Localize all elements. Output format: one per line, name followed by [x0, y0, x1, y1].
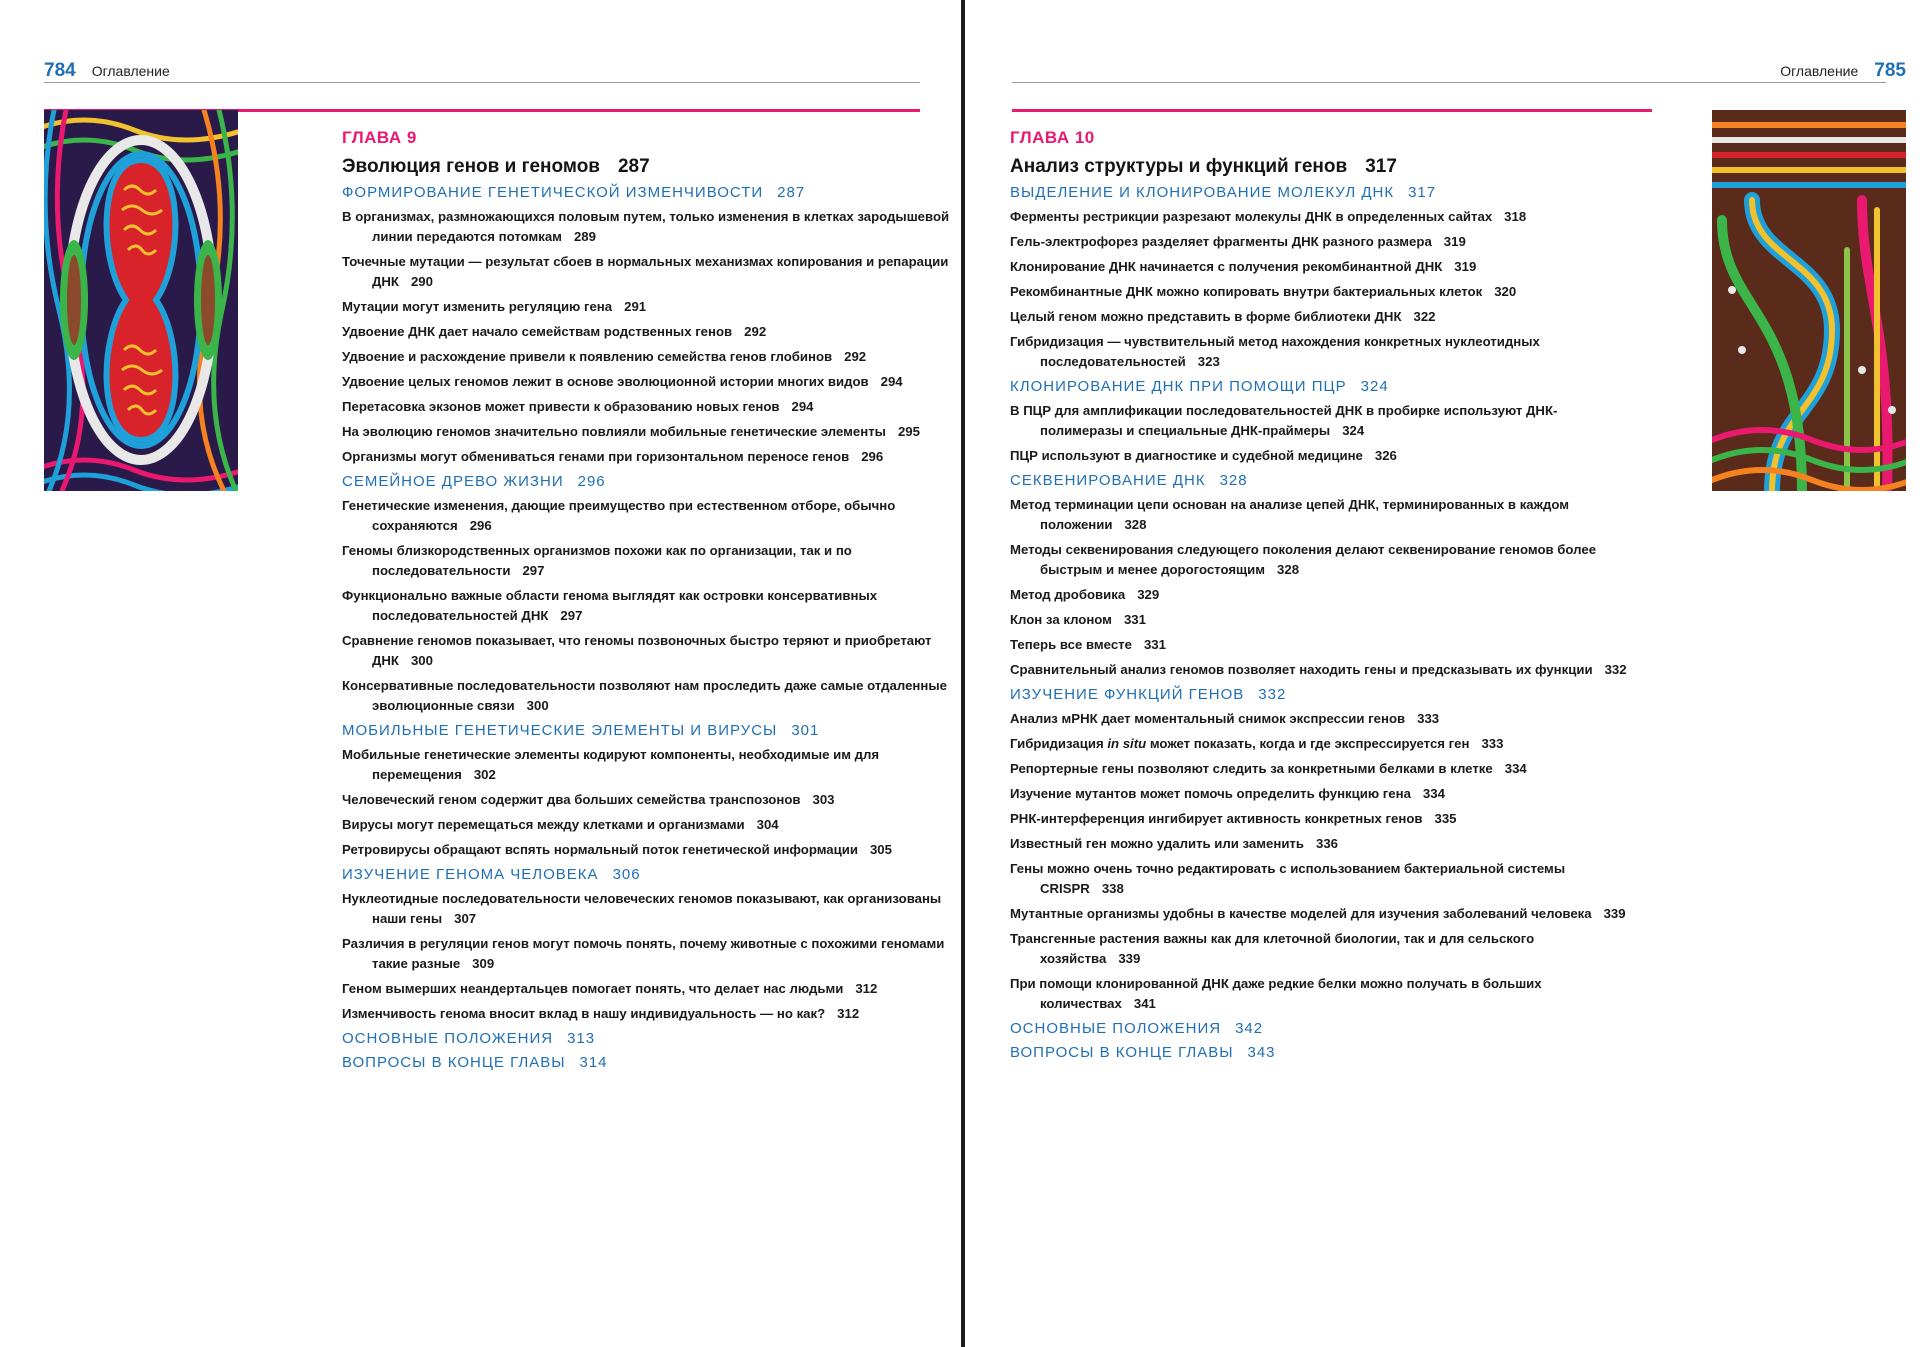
toc-page-number: 296	[861, 449, 884, 464]
running-head	[44, 60, 170, 84]
entry-text: Репортерные гены позволяют следить за конкретными белками в клетке	[1010, 761, 1493, 776]
toc-entry	[1010, 540, 1630, 580]
toc-page-number: 333	[1481, 736, 1504, 751]
section-text: ФОРМИРОВАНИЕ ГЕНЕТИЧЕСКОЙ ИЗМЕНЧИВОСТИ	[342, 184, 764, 201]
toc-page-number: 319	[1443, 234, 1466, 249]
toc-section	[1010, 1043, 1630, 1063]
toc-page-number: 342	[1235, 1020, 1264, 1037]
running-title: Оглавление	[91, 63, 170, 79]
running-head	[1780, 60, 1906, 84]
toc-page-number: 304	[756, 817, 779, 832]
toc-page-number: 336	[1316, 836, 1339, 851]
toc-page-number: 292	[844, 349, 867, 364]
page-number: 785	[1874, 60, 1906, 81]
entry-text: Удвоение и расхождение привели к появлению семейства генов глобинов	[342, 349, 833, 364]
toc-entry	[342, 447, 962, 467]
toc-entry	[1010, 734, 1630, 754]
entry-text: Метод терминации цепи основан на анализе цепей ДНК, терминированных в каждом положении	[1010, 497, 1569, 532]
toc-entry	[342, 252, 962, 292]
toc-page-number: 312	[855, 981, 878, 996]
toc-page-number: 297	[522, 563, 545, 578]
entry-text: Сравнительный анализ геномов позволяет находить гены и предсказывать их функции	[1010, 662, 1593, 677]
entry-text: Теперь все вместе	[1010, 637, 1132, 652]
entry-text: Метод дробовика	[1010, 587, 1126, 602]
toc-entry	[342, 207, 962, 247]
toc-page-number: 290	[410, 274, 433, 289]
section-text: КЛОНИРОВАНИЕ ДНК ПРИ ПОМОЩИ ПЦР	[1010, 378, 1347, 395]
entry-text: На эволюцию геномов значительно повлияли мобильные генетические элементы	[342, 424, 886, 439]
toc-page-number: 331	[1143, 637, 1166, 652]
entry-text: Человеческий геном содержит два больших семейства транспозонов	[342, 792, 801, 807]
toc-section	[342, 183, 962, 203]
toc-entry	[1010, 974, 1630, 1014]
toc-entry	[342, 745, 962, 785]
toc-page-number: 328	[1219, 472, 1248, 489]
page-number: 784	[44, 60, 76, 81]
entry-text: Мобильные генетические элементы кодируют компоненты, необходимые им для перемещения	[342, 747, 880, 782]
toc-page-number: 296	[577, 473, 606, 490]
chapter-title	[1010, 154, 1630, 180]
toc-entry	[1010, 495, 1630, 535]
toc-entry	[342, 1004, 962, 1024]
section-text: ВЫДЕЛЕНИЕ И КЛОНИРОВАНИЕ МОЛЕКУЛ ДНК	[1010, 184, 1395, 201]
toc-entry	[1010, 307, 1630, 327]
chapter-title	[342, 154, 962, 180]
entry-text: Геномы близкородственных организмов похожи как по организации, так и по последовательности	[342, 543, 852, 578]
toc-page-number: 309	[472, 956, 495, 971]
entry-text: Функционально важные области генома выглядят как островки консервативных последовательностей ДНК	[342, 588, 878, 623]
chapter-artwork	[1712, 110, 1906, 491]
toc-section	[342, 472, 962, 492]
chapter-page: 317	[1365, 156, 1397, 177]
toc-page-number: 302	[473, 767, 496, 782]
toc-page-number: 341	[1133, 996, 1156, 1011]
entry-text: Перетасовка экзонов может привести к образованию новых генов	[342, 399, 780, 414]
toc-page-number: 301	[791, 722, 820, 739]
toc-page-number: 324	[1360, 378, 1389, 395]
toc-entry	[342, 631, 962, 671]
toc-list	[1010, 183, 1630, 1063]
entry-text: ПЦР используют в диагностике и судебной медицине	[1010, 448, 1363, 463]
entry-text: Гибридизация — чувствительный метод нахождения конкретных нуклеотидных последовательностей	[1010, 334, 1540, 369]
toc-page-number: 294	[880, 374, 903, 389]
toc-entry	[1010, 709, 1630, 729]
entry-text: Различия в регуляции генов могут помочь понять, почему животные с похожими геномами такие разные	[342, 936, 945, 971]
toc-section	[1010, 685, 1630, 705]
chapter-title-text: Анализ структуры и функций генов	[1010, 156, 1348, 177]
entry-text: Клонирование ДНК начинается с получения рекомбинантной ДНК	[1010, 259, 1443, 274]
toc-entry	[342, 297, 962, 317]
toc-entry	[1010, 610, 1630, 630]
entry-text: Геном вымерших неандертальцев помогает понять, что делает нас людьми	[342, 981, 844, 996]
toc-page-number: 329	[1137, 587, 1160, 602]
toc-entry	[1010, 401, 1630, 441]
entry-text: В организмах, размножающихся половым путем, только изменения в клетках зародышевой линии передаются потомкам	[342, 209, 950, 244]
chapter-page: 287	[617, 156, 650, 177]
toc-page-number: 305	[869, 842, 892, 857]
entry-text: Известный ген можно удалить или заменить	[1010, 836, 1304, 851]
toc-page-number: 314	[579, 1054, 608, 1071]
toc-page-number: 295	[897, 424, 920, 439]
toc-section	[1010, 1019, 1630, 1039]
toc-entry	[1010, 282, 1630, 302]
toc-page-number: 289	[573, 229, 596, 244]
toc-entry	[342, 815, 962, 835]
toc-section	[342, 1029, 962, 1049]
toc-page-number: 294	[791, 399, 814, 414]
toc-page-number: 306	[612, 866, 641, 883]
entry-text: Мутации могут изменить регуляцию гена	[342, 299, 613, 314]
left-page	[0, 0, 961, 1347]
toc-entry	[1010, 332, 1630, 372]
toc-page-number: 339	[1118, 951, 1141, 966]
section-text: ИЗУЧЕНИЕ ФУНКЦИЙ ГЕНОВ	[1010, 686, 1245, 703]
toc-entry	[1010, 809, 1630, 829]
toc-entry	[1010, 446, 1630, 466]
toc-page-number: 296	[469, 518, 492, 533]
toc-entry	[342, 347, 962, 367]
toc-section	[342, 1053, 962, 1073]
entry-text: Сравнение геномов показывает, что геномы позвоночных быстро теряют и приобретают ДНК	[342, 633, 932, 668]
toc-page-number: 300	[526, 698, 549, 713]
toc-section	[1010, 471, 1630, 491]
chapter-artwork	[44, 110, 238, 491]
entry-text: Методы секвенирования следующего поколения делают секвенирование геномов более быстрым и менее дорогостоящим	[1010, 542, 1597, 577]
section-text: ОСНОВНЫЕ ПОЛОЖЕНИЯ	[342, 1030, 554, 1047]
toc-entry	[1010, 834, 1630, 854]
entry-text: Трансгенные растения важны как для клеточной биологии, так и для сельского хозяйства	[1010, 931, 1535, 966]
toc-section	[1010, 183, 1630, 203]
entry-text: Удвоение целых геномов лежит в основе эволюционной истории многих видов	[342, 374, 869, 389]
toc-entry	[1010, 635, 1630, 655]
chapter-rule	[1012, 109, 1652, 112]
toc-page-number: 338	[1101, 881, 1124, 896]
toc-page-number: 339	[1603, 906, 1626, 921]
section-text: ВОПРОСЫ В КОНЦЕ ГЛАВЫ	[1010, 1044, 1234, 1061]
toc-page-number: 334	[1504, 761, 1527, 776]
toc-page-number: 297	[560, 608, 583, 623]
toc-entry	[342, 979, 962, 999]
running-title: Оглавление	[1780, 63, 1859, 79]
toc-entry	[1010, 784, 1630, 804]
entry-text: При помощи клонированной ДНК даже редкие белки можно получать в больших количествах	[1010, 976, 1542, 1011]
toc-entry	[1010, 660, 1630, 680]
toc-page-number: 332	[1258, 686, 1287, 703]
entry-text: Гены можно очень точно редактировать с использованием бактериальной системы CRISPR	[1010, 861, 1566, 896]
toc-entry	[342, 541, 962, 581]
entry-text: Консервативные последовательности позволяют нам проследить даже самые отдаленные эволюционные связи	[342, 678, 947, 713]
toc-page-number: 300	[410, 653, 433, 668]
toc-section	[1010, 377, 1630, 397]
toc-page-number: 331	[1123, 612, 1146, 627]
entry-text: В ПЦР для амплификации последовательностей ДНК в пробирке используют ДНК-полимеразы и специальные ДНК-праймеры	[1010, 403, 1558, 438]
toc-page-number: 328	[1124, 517, 1147, 532]
entry-text: Точечные мутации — результат сбоев в нормальных механизмах копирования и репарации ДНК	[342, 254, 949, 289]
table-of-contents	[342, 128, 962, 1077]
toc-page-number: 326	[1374, 448, 1397, 463]
entry-text: Изучение мутантов может помочь определить функцию гена	[1010, 786, 1411, 801]
toc-entry	[342, 496, 962, 536]
toc-entry	[342, 322, 962, 342]
toc-entry	[342, 586, 962, 626]
toc-page-number: 323	[1197, 354, 1220, 369]
entry-text: Гель-электрофорез разделяет фрагменты ДНК разного размера	[1010, 234, 1432, 249]
toc-entry	[1010, 585, 1630, 605]
toc-page-number: 322	[1413, 309, 1436, 324]
toc-list	[342, 183, 962, 1073]
toc-page-number: 291	[624, 299, 647, 314]
entry-text: Клон за клоном	[1010, 612, 1112, 627]
entry-text: Гибридизация	[1010, 736, 1108, 751]
toc-page-number: 303	[812, 792, 835, 807]
toc-entry	[342, 372, 962, 392]
entry-text: РНК-интерференция ингибирует активность конкретных генов	[1010, 811, 1423, 826]
toc-entry	[1010, 257, 1630, 277]
toc-page-number: 328	[1277, 562, 1300, 577]
toc-entry	[1010, 759, 1630, 779]
right-page	[965, 0, 1926, 1347]
section-text: МОБИЛЬНЫЕ ГЕНЕТИЧЕСКИЕ ЭЛЕМЕНТЫ И ВИРУСЫ	[342, 722, 778, 739]
entry-text: Организмы могут обмениваться генами при горизонтальном переносе генов	[342, 449, 850, 464]
entry-text: Ферменты рестрикции разрезают молекулы ДНК в определенных сайтах	[1010, 209, 1493, 224]
section-text: ВОПРОСЫ В КОНЦЕ ГЛАВЫ	[342, 1054, 566, 1071]
toc-entry	[1010, 232, 1630, 252]
entry-text-italic: in situ	[1107, 736, 1147, 751]
toc-entry	[1010, 207, 1630, 227]
toc-page-number: 320	[1494, 284, 1517, 299]
toc-entry	[342, 934, 962, 974]
section-text: ОСНОВНЫЕ ПОЛОЖЕНИЯ	[1010, 1020, 1222, 1037]
entry-text: Генетические изменения, дающие преимущество при естественном отборе, обычно сохраняются	[342, 498, 896, 533]
entry-text: может показать, когда и где экспрессируется ген	[1146, 736, 1470, 751]
header-rule	[44, 82, 920, 83]
toc-page-number: 287	[777, 184, 806, 201]
entry-text: Мутантные организмы удобны в качестве моделей для изучения заболеваний человека	[1010, 906, 1592, 921]
toc-page-number: 317	[1408, 184, 1437, 201]
toc-section	[342, 865, 962, 885]
toc-entry	[1010, 904, 1630, 924]
toc-page-number: 332	[1604, 662, 1627, 677]
toc-entry	[1010, 929, 1630, 969]
toc-entry	[342, 790, 962, 810]
entry-text: Вирусы могут перемещаться между клетками и организмами	[342, 817, 745, 832]
section-text: СЕКВЕНИРОВАНИЕ ДНК	[1010, 472, 1206, 489]
entry-text: Нуклеотидные последовательности человеческих геномов показывают, как организованы наши гены	[342, 891, 942, 926]
entry-text: Изменчивость генома вносит вклад в нашу индивидуальность — но как?	[342, 1006, 826, 1021]
section-text: СЕМЕЙНОЕ ДРЕВО ЖИЗНИ	[342, 473, 564, 490]
toc-page-number: 343	[1247, 1044, 1276, 1061]
toc-page-number: 333	[1417, 711, 1440, 726]
chapter-label: ГЛАВА 10	[1010, 128, 1095, 147]
toc-entry	[342, 676, 962, 716]
chapter-title-text: Эволюция генов и геномов	[342, 156, 600, 177]
toc-entry	[342, 397, 962, 417]
toc-entry	[342, 889, 962, 929]
toc-page-number: 307	[454, 911, 477, 926]
toc-page-number: 312	[837, 1006, 860, 1021]
toc-entry	[1010, 859, 1630, 899]
section-text: ИЗУЧЕНИЕ ГЕНОМА ЧЕЛОВЕКА	[342, 866, 599, 883]
header-rule	[1012, 82, 1886, 83]
entry-text: Анализ мРНК дает моментальный снимок экспрессии генов	[1010, 711, 1406, 726]
toc-page-number: 335	[1434, 811, 1457, 826]
toc-entry	[342, 422, 962, 442]
chapter-label: ГЛАВА 9	[342, 128, 417, 147]
toc-entry	[342, 840, 962, 860]
toc-page-number: 313	[567, 1030, 596, 1047]
toc-page-number: 318	[1504, 209, 1527, 224]
entry-text: Рекомбинантные ДНК можно копировать внутри бактериальных клеток	[1010, 284, 1483, 299]
toc-page-number: 292	[744, 324, 767, 339]
table-of-contents	[1010, 128, 1630, 1067]
toc-section	[342, 721, 962, 741]
toc-page-number: 319	[1454, 259, 1477, 274]
toc-page-number: 324	[1342, 423, 1365, 438]
entry-text: Удвоение ДНК дает начало семействам родственных генов	[342, 324, 733, 339]
entry-text: Целый геном можно представить в форме библиотеки ДНК	[1010, 309, 1402, 324]
entry-text: Ретровирусы обращают вспять нормальный поток генетической информации	[342, 842, 858, 857]
toc-page-number: 334	[1422, 786, 1445, 801]
